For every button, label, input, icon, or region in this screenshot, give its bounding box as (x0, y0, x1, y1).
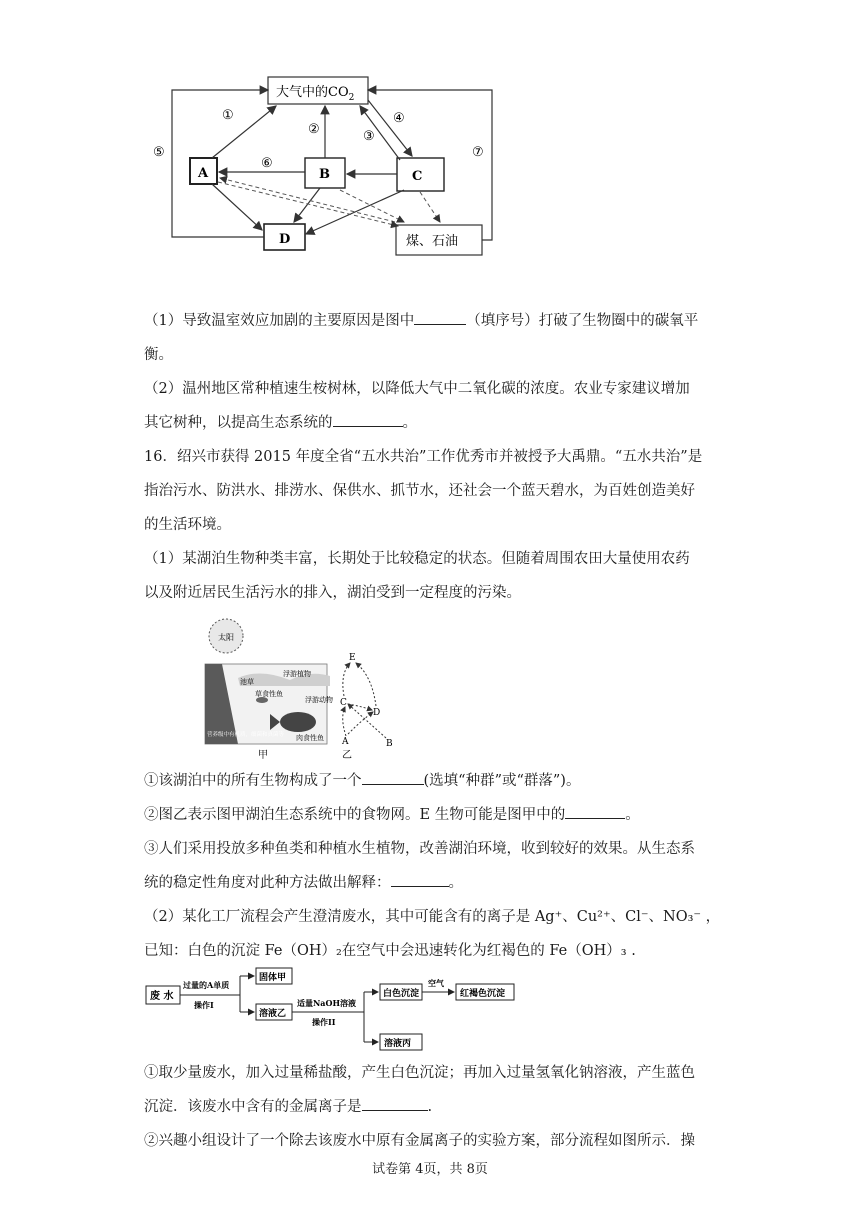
q16-q3-text-b: 统的稳定性角度对此种方法做出解释： (144, 875, 391, 891)
node-a-label: A (198, 166, 209, 181)
herbivore-fish-label: 草食性鱼 (255, 690, 283, 698)
figure-jia-label: 甲 (258, 750, 268, 761)
node-d-label: D (279, 232, 291, 247)
red-ppt-label: 红褐色沉淀 (460, 989, 506, 999)
solid-jia-label: 固体甲 (259, 973, 287, 983)
q16-r2-text-a: ②兴趣小组设计了一个除去该废水中原有金属离子的实验方案，部分流程如图所示．操 (144, 1133, 695, 1149)
white-ppt-label: 白色沉淀 (383, 989, 420, 999)
label-1: ① (222, 108, 234, 123)
q15-p2-text-c: 。 (402, 415, 417, 431)
q15-p1-text-a: （1）导致温室效应加剧的主要原因是图中 (144, 313, 415, 329)
fish-icon (280, 712, 316, 732)
food-web-node-c: C (340, 698, 347, 708)
q16-q3-blank[interactable] (391, 868, 449, 887)
q16-q1-text-b: (选填“种群”或“群落”)。 (423, 773, 581, 789)
food-web-node-a: A (342, 737, 349, 747)
label-6: ⑥ (261, 156, 273, 171)
air-label: 空气 (428, 978, 444, 988)
food-web-node-d: D (373, 708, 381, 718)
carnivore-fish-label: 肉食性鱼 (296, 734, 324, 742)
food-web-node-e: E (349, 653, 356, 663)
q15-part1 (144, 304, 716, 372)
q16-s1-line2: 以及附近居民生活污水的排入，湖泊受到一定程度的污染。 (144, 585, 521, 601)
lake-ecosystem-figure (0, 608, 860, 768)
label-3: ③ (363, 129, 375, 144)
q16-reasoning (144, 1056, 716, 1158)
q16-q2-text-a: ②图乙表示图甲湖泊生态系统中的食物网。E 生物可能是图甲中的 (144, 807, 566, 823)
page-footer: 试卷第 4页，共 8页 (372, 1162, 488, 1177)
plankton-plant-label: 浮游植物 (283, 670, 311, 678)
label-5: ⑤ (153, 145, 165, 160)
sun-label: 太阳 (218, 633, 234, 642)
q16-section2 (144, 900, 721, 968)
q16-q3-text-c: 。 (448, 875, 463, 891)
q15-p2-text-b: 其它树种，以提高生态系统的 (144, 415, 333, 431)
q16-r1-text-b: 沉淀．该废水中含有的金属离子是 (144, 1099, 362, 1115)
label-7: ⑦ (472, 145, 484, 160)
shore-plant-label: 池草 (240, 678, 254, 686)
q15-p2-text-a: （2）温州地区常种植速生桉树林，以降低大气中二氧化碳的浓度。农业专家建议增加 (144, 381, 690, 397)
node-c-label: C (412, 169, 423, 184)
step2-bottom-label: 操作II (312, 1017, 336, 1027)
atmosphere-label: 大气中的$CO_2$ (276, 85, 355, 103)
wastewater-flowchart (0, 966, 860, 1056)
q16-q1-text-a: ①该湖泊中的所有生物构成了一个 (144, 773, 362, 789)
solution-yi-label: 溶液乙 (259, 1009, 287, 1019)
zooplankton-label: 浮游动物 (305, 696, 333, 704)
q16-q2-text-b: 。 (625, 807, 640, 823)
q16-sub1 (144, 764, 716, 900)
step2-top-label: 适量NaOH溶液 (297, 998, 357, 1008)
carbon-cycle-diagram (0, 0, 860, 270)
q15-p2-blank[interactable] (333, 408, 403, 427)
q15-p1-text-c: 衡。 (144, 347, 173, 363)
fossil-label: 煤、石油 (406, 234, 459, 249)
figure-yi-label: 乙 (342, 750, 352, 761)
food-web-node-b: B (386, 739, 393, 749)
bottom-label: 营养级中有机质，细菌和真菌等 (207, 732, 285, 738)
q16-q1-blank[interactable] (362, 766, 424, 785)
q15-p1-blank[interactable] (414, 306, 466, 325)
q16-r1-blank[interactable] (362, 1092, 428, 1111)
q16-intro-line2: 指治污水、防洪水、排涝水、保供水、抓节水，还社会一个蓝天碧水，为百姓创造美好 (144, 483, 695, 499)
q16-s1-line1: （1）某湖泊生物种类丰富，长期处于比较稳定的状态。但随着周围农田大量使用农药 (144, 551, 690, 567)
q16-s2-line1: （2）某化工厂流程会产生澄清废水，其中可能含有的离子是 Ag⁺、Cu²⁺、Cl⁻、NO₃⁻ ， (144, 909, 721, 925)
q16-intro-line3: 的生活环境。 (144, 517, 231, 533)
node-b-label: B (319, 167, 330, 182)
label-4: ④ (393, 111, 405, 126)
q16-r1-text-c: . (427, 1099, 433, 1115)
q16-q2-blank[interactable] (565, 800, 625, 819)
label-2: ② (308, 122, 320, 137)
q16-section1 (144, 542, 716, 610)
q16-r1-text-a: ①取少量废水，加入过量稀盐酸，产生白色沉淀；再加入过量氢氧化钠溶液，产生蓝色 (144, 1065, 695, 1081)
q16-intro-line1: 16．绍兴市获得 2015 年度全省“五水共治”工作优秀市并被授予大禹鼎。“五水共治”是 (144, 449, 703, 465)
q15-part2 (144, 372, 716, 440)
solution-bing-label: 溶液丙 (384, 1039, 412, 1049)
step1-top-label: 过量的A单质 (183, 980, 230, 990)
q16-q3-text-a: ③人们采用投放多种鱼类和种植水生植物，改善湖泊环境，收到较好的效果。从生态系 (144, 841, 695, 857)
q16-s2-line2: 已知：白色的沉淀 Fe（OH）₂在空气中会迅速转化为红褐色的 Fe（OH）₃ . (144, 943, 636, 959)
q16-intro (144, 440, 716, 542)
step1-bottom-label: 操作I (194, 1000, 214, 1010)
waste-label: 废 水 (150, 991, 174, 1002)
q15-p1-text-b: （填序号）打破了生物圈中的碳氧平 (466, 313, 699, 329)
